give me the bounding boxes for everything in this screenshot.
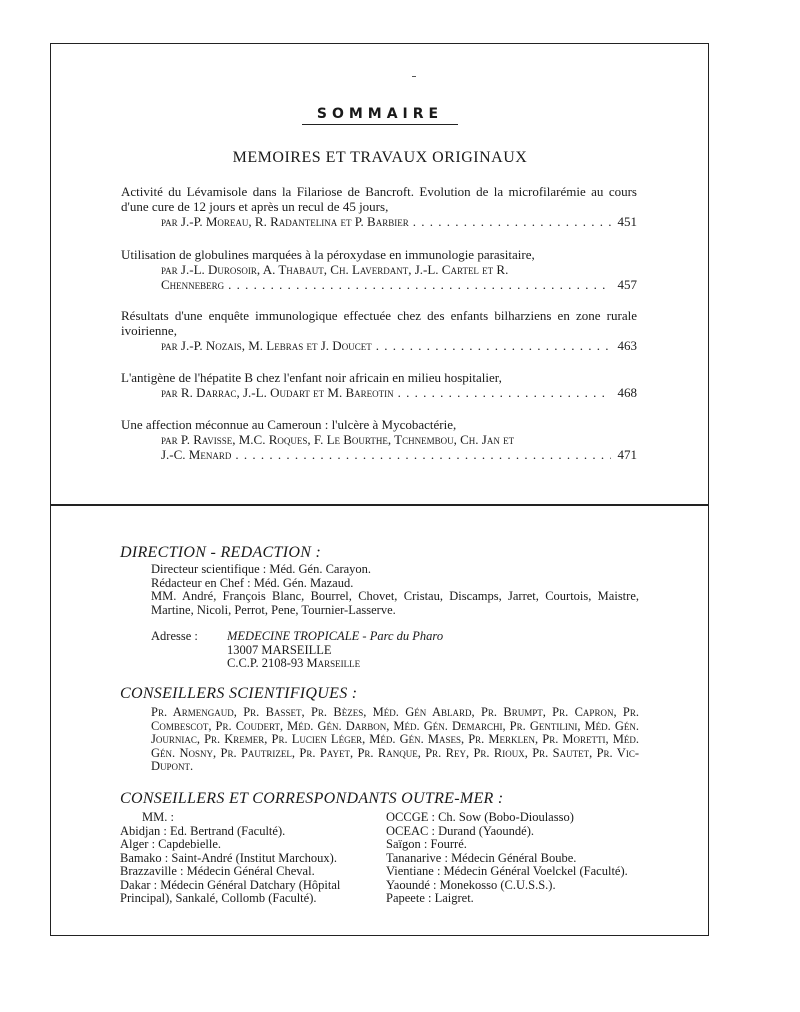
article-byline-row [121, 447, 637, 462]
article-page: 468 [617, 385, 637, 400]
article-byline: par P. Ravisse, M.C. Roques, F. Le Bourthe, Tchnembou, Ch. Jan et [161, 432, 515, 447]
article-1[interactable] [121, 184, 637, 229]
leader-dots [235, 447, 611, 462]
sommaire-underline [302, 124, 458, 125]
correspondent: Bamako : Saint-André (Institut Marchoux). [120, 850, 337, 865]
section-divider [50, 504, 709, 506]
article-page: 457 [617, 277, 637, 292]
address-block [151, 630, 631, 671]
frame-left-rule [50, 43, 51, 936]
article-title: Une affection méconnue au Cameroun : l'ulcère à Mycobactérie, [121, 417, 457, 432]
article-byline-cont: Chenneberg [161, 277, 225, 292]
correspondent: Brazzaville : Médecin Général Cheval. [120, 864, 315, 878]
direction-heading: DIRECTION - REDACTION : [120, 544, 322, 561]
article-title: Utilisation de globulines marquées à la péroxydase en immunologie parasitaire, [121, 247, 535, 262]
correspondent: Papeete : Laigret. [386, 891, 474, 905]
article-page: 471 [617, 447, 637, 462]
section-title: MEMOIRES ET TRAVAUX ORIGINAUX [232, 149, 528, 166]
correspondent: Yaoundé : Monekosso (C.U.S.S.). [386, 877, 556, 892]
article-byline-cont: J.-C. Menard [161, 447, 232, 462]
top-dash-mark [412, 76, 416, 77]
article-byline: par J.-P. Moreau, R. Radantelina et P. Barbier [161, 214, 409, 229]
correspondent: Tananarive : Médecin Général Boube. [386, 850, 577, 865]
outremer-left-column [120, 810, 372, 906]
article-title: Résultats d'une enquête immunologique effectuée chez des enfants bilharziens en zone rurale ivoirienne, [121, 308, 637, 338]
correspondent: OCCGE : Ch. Sow (Bobo-Dioulasso) [386, 810, 574, 824]
sommaire-title: SOMMAIRE [316, 106, 444, 122]
correspondent: OCEAC : Durand (Yaoundé). [386, 823, 535, 838]
article-3[interactable] [121, 308, 637, 353]
frame-top-rule [50, 43, 709, 44]
direction-line: Directeur scientifique : Méd. Gén. Carayon. [151, 562, 372, 576]
article-title: Activité du Lévamisole dans la Filariose de Bancroft. Evolution de la microfilarémie au cours d'une cure de 12 jours et après un recul de 45 jours, [121, 184, 637, 214]
address-label: Adresse : [151, 629, 198, 643]
leader-dots [398, 385, 611, 400]
conseillers-text: Pr. Armengaud, Pr. Basset, Pr. Bèzes, Méd. Gén Ablard, Pr. Brumpt, Pr. Capron, Pr. Combescot, Pr. Coudert, Méd. Gén. Darbon, Méd. Gén. Demarchi, Pr. Gentilini, Méd. Gén. Journiac, Pr. Kremer, Pr. Lucien Léger, Méd. Gén. Mases, Pr. Merklen, Pr. Moretti, Méd. Gén. Nosny, Pr. Pautrizel, Pr. Payet, Pr. Ranque, Pr. Rey, Pr. Rioux, Pr. Sautet, Pr. Vic-Dupont. [151, 705, 639, 773]
direction-line: Rédacteur en Chef : Méd. Gén. Mazaud. [151, 575, 354, 590]
article-4[interactable] [121, 370, 637, 400]
direction-block [151, 563, 639, 617]
correspondent: Saïgon : Fourré. [386, 837, 467, 851]
outremer-heading: CONSEILLERS ET CORRESPONDANTS OUTRE-MER : [120, 790, 504, 807]
correspondent: Abidjan : Ed. Bertrand (Faculté). [120, 823, 286, 838]
article-title: L'antigène de l'hépatite B chez l'enfant noir africain en milieu hospitalier, [121, 370, 502, 385]
article-byline: par J.-L. Durosoir, A. Thabaut, Ch. Laverdant, J.-L. Cartel et R. [161, 262, 509, 277]
article-byline-row [121, 214, 637, 229]
article-byline-row [121, 385, 637, 400]
article-byline-row [121, 338, 637, 353]
article-2[interactable] [121, 247, 637, 292]
leader-dots [376, 338, 611, 353]
article-page: 451 [617, 214, 637, 229]
correspondent: Alger : Capdebielle. [120, 837, 222, 851]
leader-dots [413, 214, 611, 229]
address-line: 13007 MARSEILLE [227, 642, 332, 657]
correspondent: Dakar : Médecin Général Datchary (Hôpital Principal), Sankalé, Collomb (Faculté). [120, 877, 341, 905]
correspondent: Vientiane : Médecin Général Voelckel (Faculté). [386, 864, 628, 878]
mm-label: MM. : [142, 810, 174, 824]
article-5[interactable] [121, 417, 637, 462]
frame-bottom-rule [50, 935, 709, 936]
outremer-right-column [386, 811, 638, 906]
article-byline-row [121, 277, 637, 292]
leader-dots [228, 277, 611, 292]
address-line: MEDECINE TROPICALE - Parc du Pharo [227, 629, 444, 643]
frame-right-rule [708, 43, 709, 936]
article-byline: par R. Darrac, J.-L. Oudart et M. Bareotin [161, 385, 394, 400]
direction-line: MM. André, François Blanc, Bourrel, Chovet, Cristau, Discamps, Jarret, Courtois, Maistre, Martine, Nicoli, Perrot, Pene, Tournier-Lasserve. [151, 589, 639, 617]
address-line: C.C.P. 2108-93 Marseille [227, 656, 361, 670]
conseillers-heading: CONSEILLERS SCIENTIFIQUES : [120, 685, 358, 702]
article-page: 463 [617, 338, 637, 353]
article-byline: par J.-P. Nozais, M. Lebras et J. Doucet [161, 338, 372, 353]
